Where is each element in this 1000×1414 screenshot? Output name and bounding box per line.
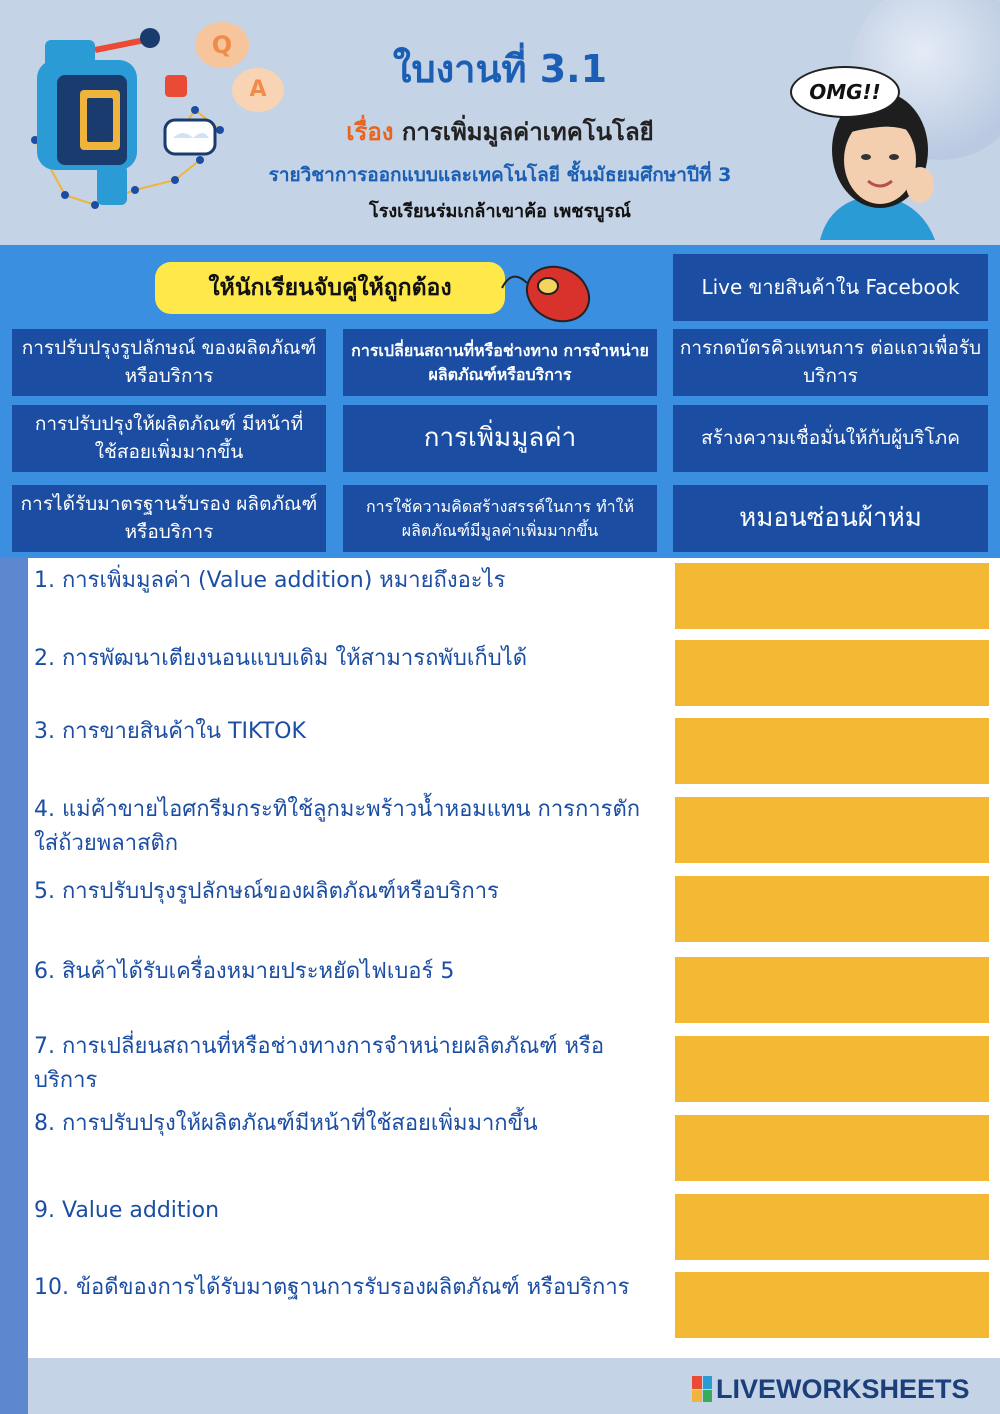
- question-5: 5. การปรับปรุงรูปลักษณ์ของผลิตภัณฑ์หรือบริการ: [34, 879, 499, 904]
- left-accent-bar: [0, 558, 28, 1414]
- worksheet-title: ใบงานที่ 3.1: [392, 47, 608, 91]
- question-10: 10. ข้อดีของการได้รับมาตฐานการรับรองผลิตภัณฑ์ หรือบริการ: [34, 1275, 630, 1300]
- match-card-standard-cert[interactable]: การได้รับมาตรฐานรับรอง ผลิตภัณฑ์หรือบริการ: [12, 485, 326, 552]
- question-2: 2. การพัฒนาเตียงนอนแบบเดิม ให้สามารถพับเก็บได้: [34, 646, 528, 671]
- match-card-value-add[interactable]: การเพิ่มมูลค่า: [343, 405, 657, 472]
- answer-box-10[interactable]: [675, 1272, 989, 1338]
- subject-name: การเพิ่มมูลค่าเทคโนโลยี: [401, 118, 654, 146]
- answer-box-9[interactable]: [675, 1194, 989, 1260]
- answer-box-3[interactable]: [675, 718, 989, 784]
- question-8: 8. การปรับปรุงให้ผลิตภัณฑ์มีหน้าที่ใช้สอยเพิ่มมากขึ้น: [34, 1111, 538, 1136]
- match-card-improve-image[interactable]: การปรับปรุงรูปลักษณ์ ของผลิตภัณฑ์หรือบริการ: [12, 329, 326, 396]
- instruction-banner: ให้นักเรียนจับคู่ให้ถูกต้อง: [155, 262, 505, 314]
- question-9: 9. Value addition: [34, 1198, 220, 1223]
- match-card-creativity[interactable]: การใช้ความคิดสร้างสรรค์ในการ ทำให้ผลิตภัณฑ์มีมูลค่าเพิ่มมากขึ้น: [343, 485, 657, 552]
- match-card-queue-card[interactable]: การกดบัตรคิวแทนการ ต่อแถวเพื่อรับบริการ: [673, 329, 988, 396]
- answer-box-4[interactable]: [675, 797, 989, 863]
- answer-box-6[interactable]: [675, 957, 989, 1023]
- course-name: รายวิชาการออกแบบและเทคโนโลยี ชั้นมัธยมศึกษาปีที่ 3: [268, 164, 732, 186]
- liveworksheets-logo-icon: [692, 1376, 712, 1402]
- school-name: โรงเรียนร่มเกล้าเขาค้อ เพชรบูรณ์: [369, 201, 631, 222]
- answer-box-7[interactable]: [675, 1036, 989, 1102]
- question-7: 7. การเปลี่ยนสถานที่หรือช่างทางการจำหน่ายผลิตภัณฑ์ หรือบริการ: [34, 1034, 605, 1094]
- omg-speech-bubble: OMG!!: [790, 66, 900, 118]
- answer-box-5[interactable]: [675, 876, 989, 942]
- question-1: 1. การเพิ่มมูลค่า (Value addition) หมายถึงอะไร: [34, 568, 506, 593]
- computer-mouse-icon: [500, 258, 600, 328]
- answer-bubble-icon: A: [232, 68, 284, 112]
- question-3: 3. การขายสินค้าใน TIKTOK: [34, 719, 306, 744]
- brand-name: LIVEWORKSHEETS: [716, 1373, 970, 1404]
- match-card-build-trust[interactable]: สร้างความเชื่อมั่นให้กับผู้บริโภค: [673, 405, 988, 472]
- match-card-improve-function[interactable]: การปรับปรุงให้ผลิตภัณฑ์ มีหน้าที่ใช้สอยเพิ่มมากขึ้น: [12, 405, 326, 472]
- question-6: 6. สินค้าได้รับเครื่องหมายประหยัดไฟเบอร์ 5: [34, 959, 455, 984]
- answer-box-2[interactable]: [675, 640, 989, 706]
- question-bubble-icon: Q: [195, 22, 249, 68]
- match-card-pillow-blanket[interactable]: หมอนซ่อนผ้าห่ม: [673, 485, 988, 552]
- worksheet-subject: [250, 112, 750, 151]
- match-card-live-facebook[interactable]: Live ขายสินค้าใน Facebook: [673, 254, 988, 321]
- liveworksheets-brand: [692, 1374, 970, 1404]
- answer-box-1[interactable]: [675, 563, 989, 629]
- question-4: 4. แม่ค้าขายไอศกรีมกระทิใช้ลูกมะพร้าวน้ำหอมแทน การการตักใส่ถ้วยพลาสติก: [34, 797, 641, 857]
- match-card-change-channel[interactable]: การเปลี่ยนสถานที่หรือช่างทาง การจำหน่ายผลิตภัณฑ์หรือบริการ: [343, 329, 657, 396]
- answer-box-8[interactable]: [675, 1115, 989, 1181]
- subject-prefix: เรื่อง: [346, 118, 394, 146]
